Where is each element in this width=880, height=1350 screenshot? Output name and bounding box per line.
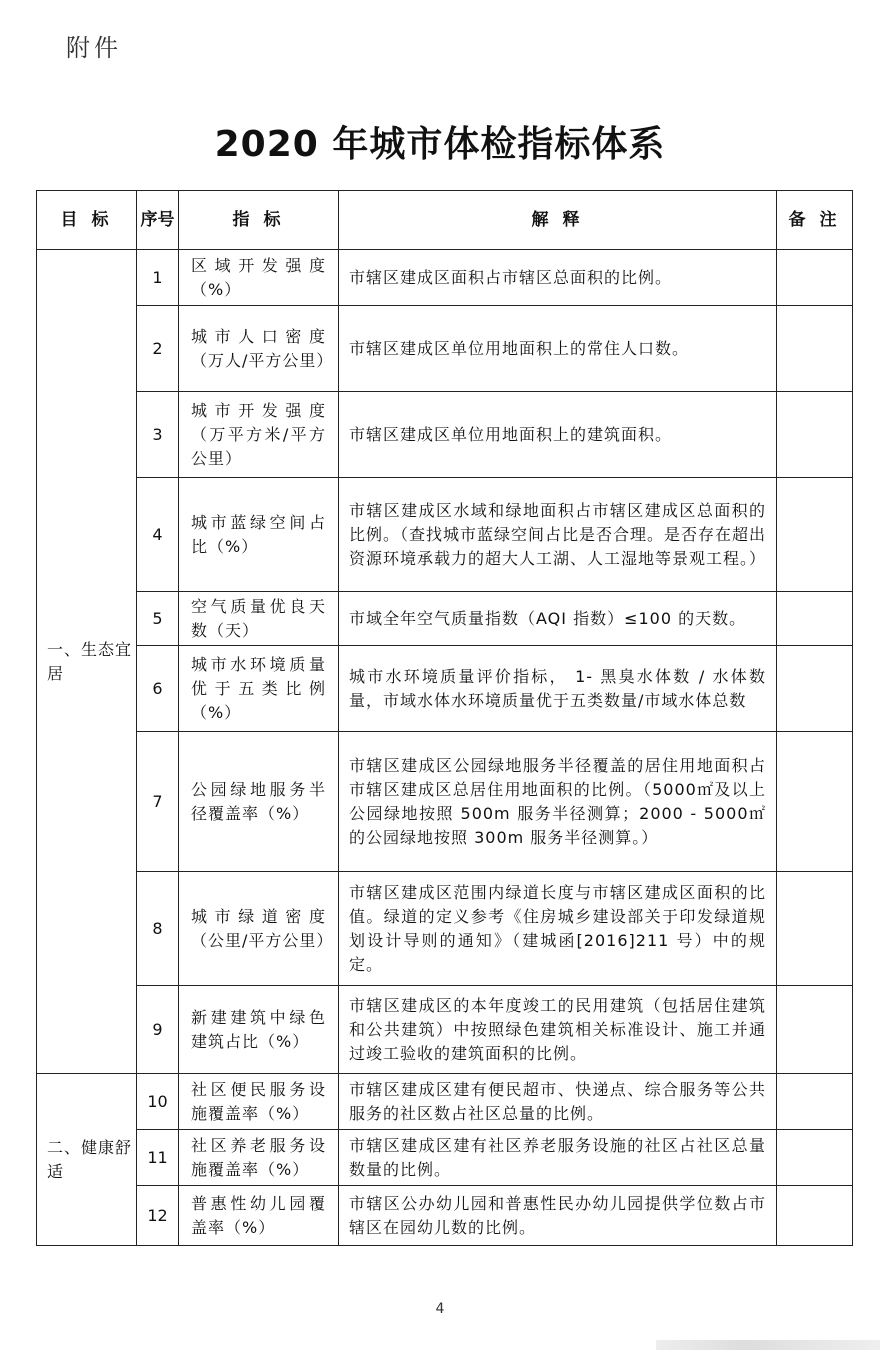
indicator-cell: 城市水环境质量优于五类比例（%） <box>179 646 339 732</box>
table-row <box>37 646 853 732</box>
header-seq: 序号 <box>137 191 179 250</box>
table-body <box>37 250 853 1246</box>
seq-cell: 4 <box>137 478 179 592</box>
seq-cell: 3 <box>137 392 179 478</box>
table-row <box>37 986 853 1074</box>
header-goal: 目 标 <box>37 191 137 250</box>
indicator-table <box>36 190 853 1246</box>
table-row <box>37 1130 853 1186</box>
indicator-cell: 城市蓝绿空间占比（%） <box>179 478 339 592</box>
note-cell <box>777 1186 853 1246</box>
seq-cell: 6 <box>137 646 179 732</box>
table-row <box>37 872 853 986</box>
explanation-cell: 市辖区建成区范围内绿道长度与市辖区建成区面积的比值。绿道的定义参考《住房城乡建设部关于印发绿道规划设计导则的通知》（建城函[2016]211 号）中的规定。 <box>339 872 777 986</box>
explanation-cell: 市辖区建成区建有便民超市、快递点、综合服务等公共服务的社区数占社区总量的比例。 <box>339 1074 777 1130</box>
seq-cell: 12 <box>137 1186 179 1246</box>
explanation-cell: 市辖区建成区水域和绿地面积占市辖区建成区总面积的比例。（查找城市蓝绿空间占比是否合理。是否存在超出资源环境承载力的超大人工湖、人工湿地等景观工程。） <box>339 478 777 592</box>
explanation-cell: 城市水环境质量评价指标， 1- 黑臭水体数 / 水体数量，市域水体水环境质量优于五类数量/市域水体总数 <box>339 646 777 732</box>
explanation-cell: 市辖区建成区建有社区养老服务设施的社区占社区总量数量的比例。 <box>339 1130 777 1186</box>
indicator-cell: 空气质量优良天数（天） <box>179 592 339 646</box>
seq-cell: 11 <box>137 1130 179 1186</box>
note-cell <box>777 592 853 646</box>
note-cell <box>777 872 853 986</box>
table-row <box>37 392 853 478</box>
indicator-cell: 城市绿道密度（公里/平方公里） <box>179 872 339 986</box>
note-cell <box>777 392 853 478</box>
explanation-cell: 市域全年空气质量指数（AQI 指数）≤100 的天数。 <box>339 592 777 646</box>
table-row <box>37 732 853 872</box>
table-header-row <box>37 191 853 250</box>
goal-cell: 二、健康舒适 <box>37 1074 137 1246</box>
indicator-cell: 社区便民服务设施覆盖率（%） <box>179 1074 339 1130</box>
note-cell <box>777 646 853 732</box>
table-row <box>37 306 853 392</box>
seq-cell: 7 <box>137 732 179 872</box>
seq-cell: 1 <box>137 250 179 306</box>
explanation-cell: 市辖区建成区面积占市辖区总面积的比例。 <box>339 250 777 306</box>
annex-label: 附件 <box>66 34 122 62</box>
header-indicator: 指 标 <box>179 191 339 250</box>
seq-cell: 5 <box>137 592 179 646</box>
explanation-cell: 市辖区建成区单位用地面积上的建筑面积。 <box>339 392 777 478</box>
page-number: 4 <box>435 1301 445 1317</box>
note-cell <box>777 250 853 306</box>
note-cell <box>777 478 853 592</box>
header-note: 备 注 <box>777 191 853 250</box>
table-row <box>37 592 853 646</box>
note-cell <box>777 732 853 872</box>
indicator-cell: 城市人口密度（万人/平方公里） <box>179 306 339 392</box>
document-title: 2020 年城市体检指标体系 <box>214 124 666 165</box>
seq-cell: 2 <box>137 306 179 392</box>
header-explanation: 解 释 <box>339 191 777 250</box>
note-cell <box>777 986 853 1074</box>
seq-cell: 8 <box>137 872 179 986</box>
watermark-strip <box>656 1340 880 1350</box>
goal-cell: 一、生态宜居 <box>37 250 137 1074</box>
note-cell <box>777 1074 853 1130</box>
indicator-cell: 公园绿地服务半径覆盖率（%） <box>179 732 339 872</box>
table-row <box>37 250 853 306</box>
explanation-cell: 市辖区建成区的本年度竣工的民用建筑（包括居住建筑和公共建筑）中按照绿色建筑相关标准设计、施工并通过竣工验收的建筑面积的比例。 <box>339 986 777 1074</box>
explanation-cell: 市辖区建成区单位用地面积上的常住人口数。 <box>339 306 777 392</box>
table-row <box>37 478 853 592</box>
note-cell <box>777 1130 853 1186</box>
explanation-cell: 市辖区建成区公园绿地服务半径覆盖的居住用地面积占市辖区建成区总居住用地面积的比例。（5000㎡及以上公园绿地按照 500m 服务半径测算；2000 - 5000㎡ 的公园绿地按照 300m 服务半径测算。） <box>339 732 777 872</box>
seq-cell: 9 <box>137 986 179 1074</box>
indicator-cell: 普惠性幼儿园覆盖率（%） <box>179 1186 339 1246</box>
indicator-cell: 区域开发强度（%） <box>179 250 339 306</box>
seq-cell: 10 <box>137 1074 179 1130</box>
indicator-cell: 新建建筑中绿色建筑占比（%） <box>179 986 339 1074</box>
table-row <box>37 1074 853 1130</box>
indicator-cell: 社区养老服务设施覆盖率（%） <box>179 1130 339 1186</box>
table-row <box>37 1186 853 1246</box>
explanation-cell: 市辖区公办幼儿园和普惠性民办幼儿园提供学位数占市辖区在园幼儿数的比例。 <box>339 1186 777 1246</box>
note-cell <box>777 306 853 392</box>
indicator-cell: 城市开发强度（万平方米/平方公里） <box>179 392 339 478</box>
